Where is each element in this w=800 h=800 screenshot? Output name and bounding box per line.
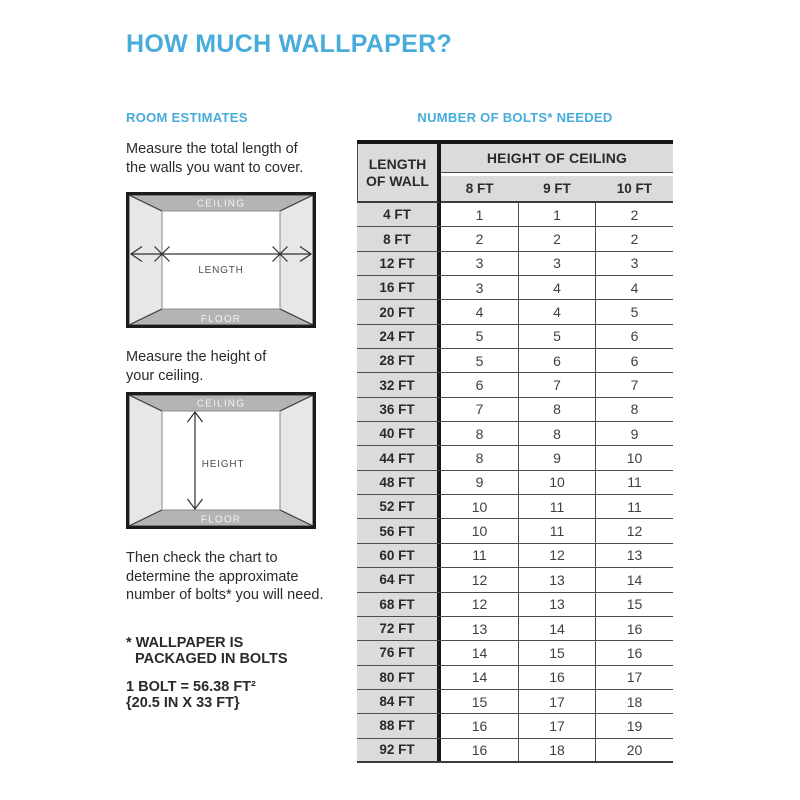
ceiling-label: CEILING xyxy=(196,198,246,210)
wall-length-cell: 80 FT xyxy=(357,666,441,689)
wall-length-cell: 8 FT xyxy=(357,227,441,250)
bolt-count-cell: 8 xyxy=(595,398,673,421)
length-label: LENGTH xyxy=(198,265,244,276)
bolt-count-cell: 4 xyxy=(595,276,673,299)
left-wall xyxy=(129,395,162,526)
bolt-count-cell: 12 xyxy=(471,596,488,613)
bolt-count-cell: 13 xyxy=(595,544,673,567)
bolt-count-cell: 8 xyxy=(475,425,484,442)
bolt-count-cell: 6 xyxy=(475,377,484,394)
column-header-9ft: 9 FT xyxy=(543,181,571,196)
bolt-count-cell: 4 xyxy=(475,304,484,321)
wall-length-cell: 76 FT xyxy=(357,641,441,664)
bolt-count-cell: 15 xyxy=(518,641,595,664)
bolt-count-cell: 15 xyxy=(471,693,488,710)
table-row xyxy=(357,446,673,470)
floor-label: FLOOR xyxy=(200,514,242,526)
table-row xyxy=(357,227,673,251)
table-row xyxy=(357,714,673,738)
table-row xyxy=(357,325,673,349)
wall-length-cell: 44 FT xyxy=(357,446,441,469)
length-of-wall-header: LENGTH OF WALL xyxy=(357,144,441,203)
text-line: the walls you want to cover. xyxy=(126,159,304,176)
bolt-count-cell: 16 xyxy=(471,717,488,734)
bolt-count-cell: 12 xyxy=(471,571,488,588)
bolt-count-cell: 8 xyxy=(475,450,484,467)
bolt-count-cell: 5 xyxy=(475,352,484,369)
bolt-count-cell: 1 xyxy=(518,203,595,226)
text-line: 1 BOLT = 56.38 FT² xyxy=(126,679,256,695)
height-of-ceiling-header: HEIGHT OF CEILING xyxy=(441,144,673,173)
bolt-count-cell: 7 xyxy=(518,373,595,396)
bolt-count-cell: 17 xyxy=(595,666,673,689)
table-row xyxy=(357,398,673,422)
wall-length-cell: 36 FT xyxy=(357,398,441,421)
bolt-count-cell: 18 xyxy=(595,690,673,713)
left-wall xyxy=(129,195,162,325)
bolt-count-cell: 13 xyxy=(518,568,595,591)
bolt-count-cell: 6 xyxy=(595,349,673,372)
bolt-count-cell: 8 xyxy=(518,398,595,421)
table-body xyxy=(357,203,673,763)
bolt-count-cell: 14 xyxy=(471,669,488,686)
ceiling-label: CEILING xyxy=(196,398,246,410)
right-wall xyxy=(280,395,313,526)
bolt-size-info xyxy=(126,680,256,711)
bolt-count-cell: 11 xyxy=(518,519,595,542)
page-title: HOW MUCH WALLPAPER? xyxy=(126,30,453,58)
length-diagram xyxy=(126,192,316,328)
bolt-count-cell: 9 xyxy=(518,446,595,469)
bolt-count-cell: 16 xyxy=(595,617,673,640)
wall-length-cell: 28 FT xyxy=(357,349,441,372)
table-row xyxy=(357,252,673,276)
column-header-10ft: 10 FT xyxy=(616,181,652,196)
bolt-count-cell: 16 xyxy=(595,641,673,664)
bolt-count-cell: 13 xyxy=(518,593,595,616)
bolt-count-cell: 10 xyxy=(471,523,488,540)
bolt-count-cell: 3 xyxy=(475,255,484,272)
wall-length-cell: 12 FT xyxy=(357,252,441,275)
table-row xyxy=(357,739,673,763)
bolt-count-cell: 3 xyxy=(475,279,484,296)
text-line: Measure the height of xyxy=(126,349,267,365)
bolt-count-cell: 12 xyxy=(518,544,595,567)
floor-label: FLOOR xyxy=(200,314,242,325)
text-line: {20.5 IN X 33 FT} xyxy=(126,694,240,711)
bolt-count-cell: 8 xyxy=(518,422,595,445)
wall-length-cell: 64 FT xyxy=(357,568,441,591)
ceiling-height-header-group xyxy=(441,144,673,203)
table-row xyxy=(357,568,673,592)
bolt-count-cell: 2 xyxy=(595,203,673,226)
bolt-count-cell: 14 xyxy=(595,568,673,591)
table-row xyxy=(357,349,673,373)
bolt-count-cell: 2 xyxy=(475,231,484,248)
bolt-count-cell: 1 xyxy=(475,206,484,223)
bolt-count-cell: 17 xyxy=(518,690,595,713)
bolt-count-cell: 10 xyxy=(518,471,595,494)
bolt-count-cell: 16 xyxy=(518,666,595,689)
instruction-measure-length xyxy=(126,140,303,177)
bolt-count-cell: 2 xyxy=(595,227,673,250)
wall-length-cell: 48 FT xyxy=(357,471,441,494)
height-label: HEIGHT xyxy=(201,459,245,470)
room-estimates-heading: ROOM ESTIMATES xyxy=(126,110,248,125)
wall-length-cell: 4 FT xyxy=(357,203,441,226)
bolt-count-cell: 13 xyxy=(471,620,488,637)
bolt-count-cell: 15 xyxy=(595,593,673,616)
bolt-count-cell: 5 xyxy=(518,325,595,348)
text-line: Measure the total length of xyxy=(126,141,298,157)
bolt-count-cell: 16 xyxy=(471,741,488,758)
bolt-count-cell: 14 xyxy=(471,644,488,661)
instruction-check-chart xyxy=(126,549,323,605)
column-header-8ft: 8 FT xyxy=(465,181,494,196)
table-row xyxy=(357,617,673,641)
table-row xyxy=(357,471,673,495)
wall-length-cell: 72 FT xyxy=(357,617,441,640)
wall-length-cell: 68 FT xyxy=(357,593,441,616)
bolt-count-cell: 4 xyxy=(518,300,595,323)
bolt-count-cell: 20 xyxy=(595,739,673,761)
wall-length-cell: 60 FT xyxy=(357,544,441,567)
bolt-count-cell: 3 xyxy=(595,252,673,275)
table-row xyxy=(357,422,673,446)
wall-length-cell: 88 FT xyxy=(357,714,441,737)
wall-length-cell: 84 FT xyxy=(357,690,441,713)
wall-length-cell: 32 FT xyxy=(357,373,441,396)
wallpaper-bolts-footnote xyxy=(126,636,288,667)
table-row xyxy=(357,690,673,714)
column-headers-row xyxy=(441,176,673,203)
table-row xyxy=(357,203,673,227)
text-line: your ceiling. xyxy=(126,367,204,384)
instruction-measure-height xyxy=(126,348,266,385)
wall-length-cell: 40 FT xyxy=(357,422,441,445)
table-row xyxy=(357,495,673,519)
bolt-count-cell: 11 xyxy=(595,495,673,518)
bolt-count-cell: 12 xyxy=(595,519,673,542)
bolt-count-cell: 6 xyxy=(595,325,673,348)
bolt-count-cell: 10 xyxy=(595,446,673,469)
bolt-count-cell: 18 xyxy=(518,739,595,761)
wall-length-cell: 24 FT xyxy=(357,325,441,348)
wall-length-cell: 56 FT xyxy=(357,519,441,542)
table-row xyxy=(357,300,673,324)
wall-length-cell: 16 FT xyxy=(357,276,441,299)
bolt-count-cell: 10 xyxy=(471,498,488,515)
table-row xyxy=(357,641,673,665)
table-header xyxy=(357,144,673,203)
bolt-count-cell: 11 xyxy=(595,471,673,494)
wall-length-cell: 92 FT xyxy=(357,739,441,761)
text-line: * WALLPAPER IS xyxy=(126,635,244,651)
table-row xyxy=(357,276,673,300)
back-wall xyxy=(162,211,280,309)
table-row xyxy=(357,544,673,568)
bolt-count-cell: 11 xyxy=(472,547,487,564)
table-title: NUMBER OF BOLTS* NEEDED xyxy=(417,110,613,125)
table-row xyxy=(357,666,673,690)
right-wall xyxy=(280,195,313,325)
bolt-count-cell: 17 xyxy=(518,714,595,737)
text-line: determine the approximate xyxy=(126,568,299,585)
text-line: PACKAGED IN BOLTS xyxy=(135,650,288,667)
table-row xyxy=(357,373,673,397)
bolt-count-cell: 5 xyxy=(475,328,484,345)
text-line: number of bolts* you will need. xyxy=(126,587,324,603)
bolt-count-cell: 9 xyxy=(595,422,673,445)
bolt-count-cell: 3 xyxy=(518,252,595,275)
table-row xyxy=(357,519,673,543)
text-line: Then check the chart to xyxy=(126,550,278,566)
bolts-needed-table xyxy=(357,140,673,763)
table-row xyxy=(357,593,673,617)
bolt-count-cell: 7 xyxy=(595,373,673,396)
bolt-count-cell: 9 xyxy=(475,474,484,491)
bolt-count-cell: 6 xyxy=(518,349,595,372)
bolt-count-cell: 7 xyxy=(475,401,484,418)
wall-length-cell: 20 FT xyxy=(357,300,441,323)
wall-length-cell: 52 FT xyxy=(357,495,441,518)
bolt-count-cell: 19 xyxy=(595,714,673,737)
bolt-count-cell: 4 xyxy=(518,276,595,299)
bolt-count-cell: 5 xyxy=(595,300,673,323)
bolt-count-cell: 11 xyxy=(518,495,595,518)
bolt-count-cell: 2 xyxy=(518,227,595,250)
height-diagram xyxy=(126,392,316,529)
bolt-count-cell: 14 xyxy=(518,617,595,640)
